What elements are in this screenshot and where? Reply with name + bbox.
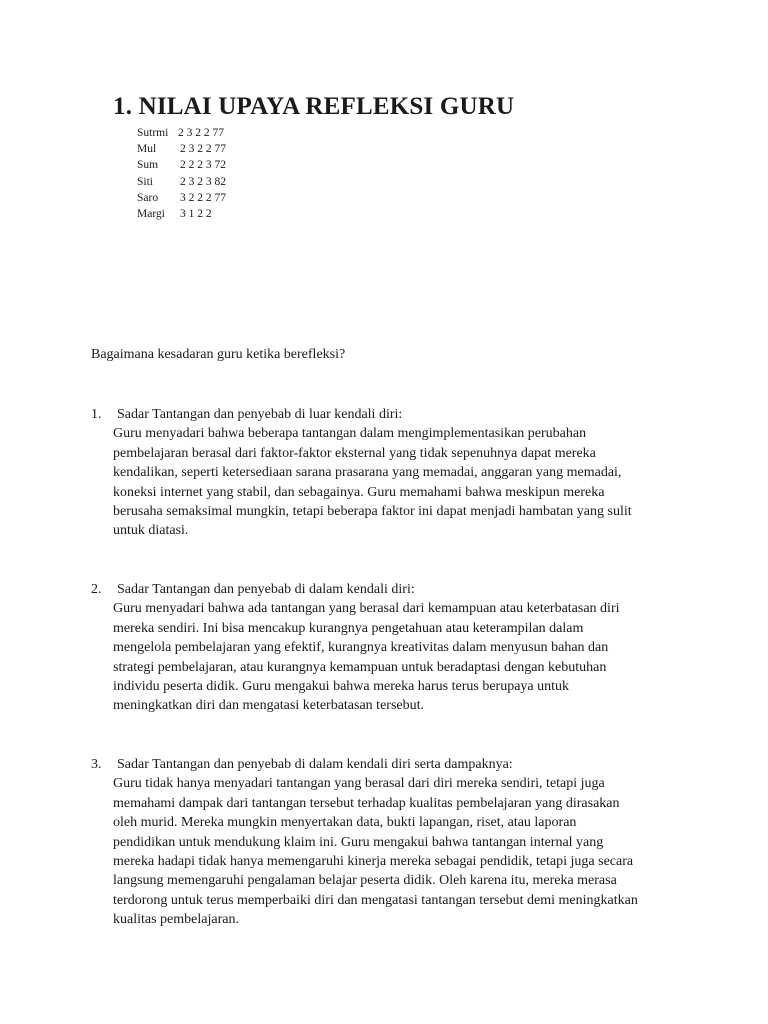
item-number: 3.: [91, 757, 102, 772]
body-line: individu peserta didik. Guru mengakui bahwa mereka harus terus berupaya untuk: [113, 679, 570, 695]
score-values: 3 1 2 2: [180, 208, 212, 221]
score-row: [137, 125, 226, 141]
score-name: Margi: [137, 208, 165, 221]
list-item: [91, 405, 691, 541]
score-values: 2 3 2 2 77: [180, 143, 226, 156]
item-title: Sadar Tantangan dan penyebab di dalam kendali diri:: [117, 582, 415, 597]
item-body: [91, 424, 691, 540]
body-line: kendalikan, seperti ketersediaan sarana prasarana yang memadai, anggaran yang memadai,: [113, 465, 622, 481]
score-row: [137, 174, 226, 190]
item-body: [91, 774, 691, 929]
score-values: 2 3 2 3 82: [180, 175, 226, 188]
body-line: mereka sendiri. Ini bisa mencakup kurangnya pengetahuan atau keterampilan dalam: [113, 620, 584, 636]
score-row: [137, 157, 226, 173]
body-line: langsung memengaruhi pengalaman belajar peserta didik. Oleh karena itu, mereka merasa: [113, 873, 617, 889]
body-line: oleh murid. Mereka mungkin menyertakan data, bukti lapangan, riset, atau laporan: [113, 815, 577, 831]
body-line: Guru tidak hanya menyadari tantangan yang berasal dari diri mereka sendiri, tetapi juga: [113, 776, 605, 792]
body-line: pembelajaran berasal dari faktor-faktor eksternal yang tidak sepenuhnya dapat mereka: [113, 445, 596, 461]
score-name: Saro: [137, 191, 159, 204]
body-line: kualitas pembelajaran.: [113, 912, 239, 928]
item-title: Sadar Tantangan dan penyebab di dalam kendali diri serta dampaknya:: [117, 757, 513, 772]
score-values: 2 3 2 2 77: [178, 127, 224, 139]
page-title: 1. NILAI UPAYA REFLEKSI GURU: [113, 93, 515, 120]
score-row: [137, 190, 226, 206]
score-name: Sutrmi: [137, 127, 169, 139]
score-row: [137, 141, 226, 157]
body-line: strategi pembelajaran, atau kurangnya kemampuan untuk beradaptasi dengan kebutuhan: [113, 659, 607, 675]
item-body: [91, 599, 691, 715]
body-line: koneksi internet yang stabil, dan sebagainya. Guru memahami bahwa meskipun mereka: [113, 484, 605, 500]
score-name: Sum: [137, 159, 159, 172]
score-list: [137, 125, 226, 222]
body-line: Guru menyadari bahwa beberapa tantangan dalam mengimplementasikan perubahan: [113, 426, 587, 442]
item-title-line: [91, 405, 691, 424]
score-name: Siti: [137, 175, 153, 188]
item-title-line: [91, 580, 691, 599]
score-name: Mul: [137, 143, 157, 156]
score-row: [137, 206, 226, 222]
item-title-line: [91, 755, 691, 774]
item-number: 1.: [91, 407, 102, 422]
item-number: 2.: [91, 582, 102, 597]
body-line: terdorong untuk terus memperbaiki diri dan mengatasi tantangan tersebut demi meningkatkan: [113, 892, 638, 908]
body-line: memahami dampak dari tantangan tersebut terhadap kualitas pembelajaran yang dirasakan: [113, 795, 620, 811]
item-title: Sadar Tantangan dan penyebab di luar kendali diri:: [117, 407, 403, 422]
body-line: pendidikan untuk mendukung klaim ini. Guru mengakui bahwa tantangan internal yang: [113, 834, 604, 850]
body-line: berusaha semaksimal mungkin, tetapi beberapa faktor ini dapat menjadi hambatan yang sulit: [113, 504, 632, 520]
body-line: untuk diatasi.: [113, 523, 189, 539]
reflection-question: Bagaimana kesadaran guru ketika berefleksi?: [91, 347, 346, 362]
body-line: Guru menyadari bahwa ada tantangan yang berasal dari kemampuan atau keterbatasan diri: [113, 601, 620, 617]
list-item: [91, 755, 691, 930]
score-values: 2 2 2 3 72: [180, 159, 226, 172]
body-line: mengelola pembelajaran yang efektif, kurangnya kreativitas dalam menyusun bahan dan: [113, 640, 609, 656]
body-line: mereka hadapi tidak hanya memengaruhi kinerja mereka sebagai pendidik, tetapi juga secara: [113, 854, 634, 870]
body-line: meningkatkan diri dan mengatasi keterbatasan tersebut.: [113, 698, 425, 714]
list-item: [91, 580, 691, 716]
score-values: 3 2 2 2 77: [180, 191, 226, 204]
